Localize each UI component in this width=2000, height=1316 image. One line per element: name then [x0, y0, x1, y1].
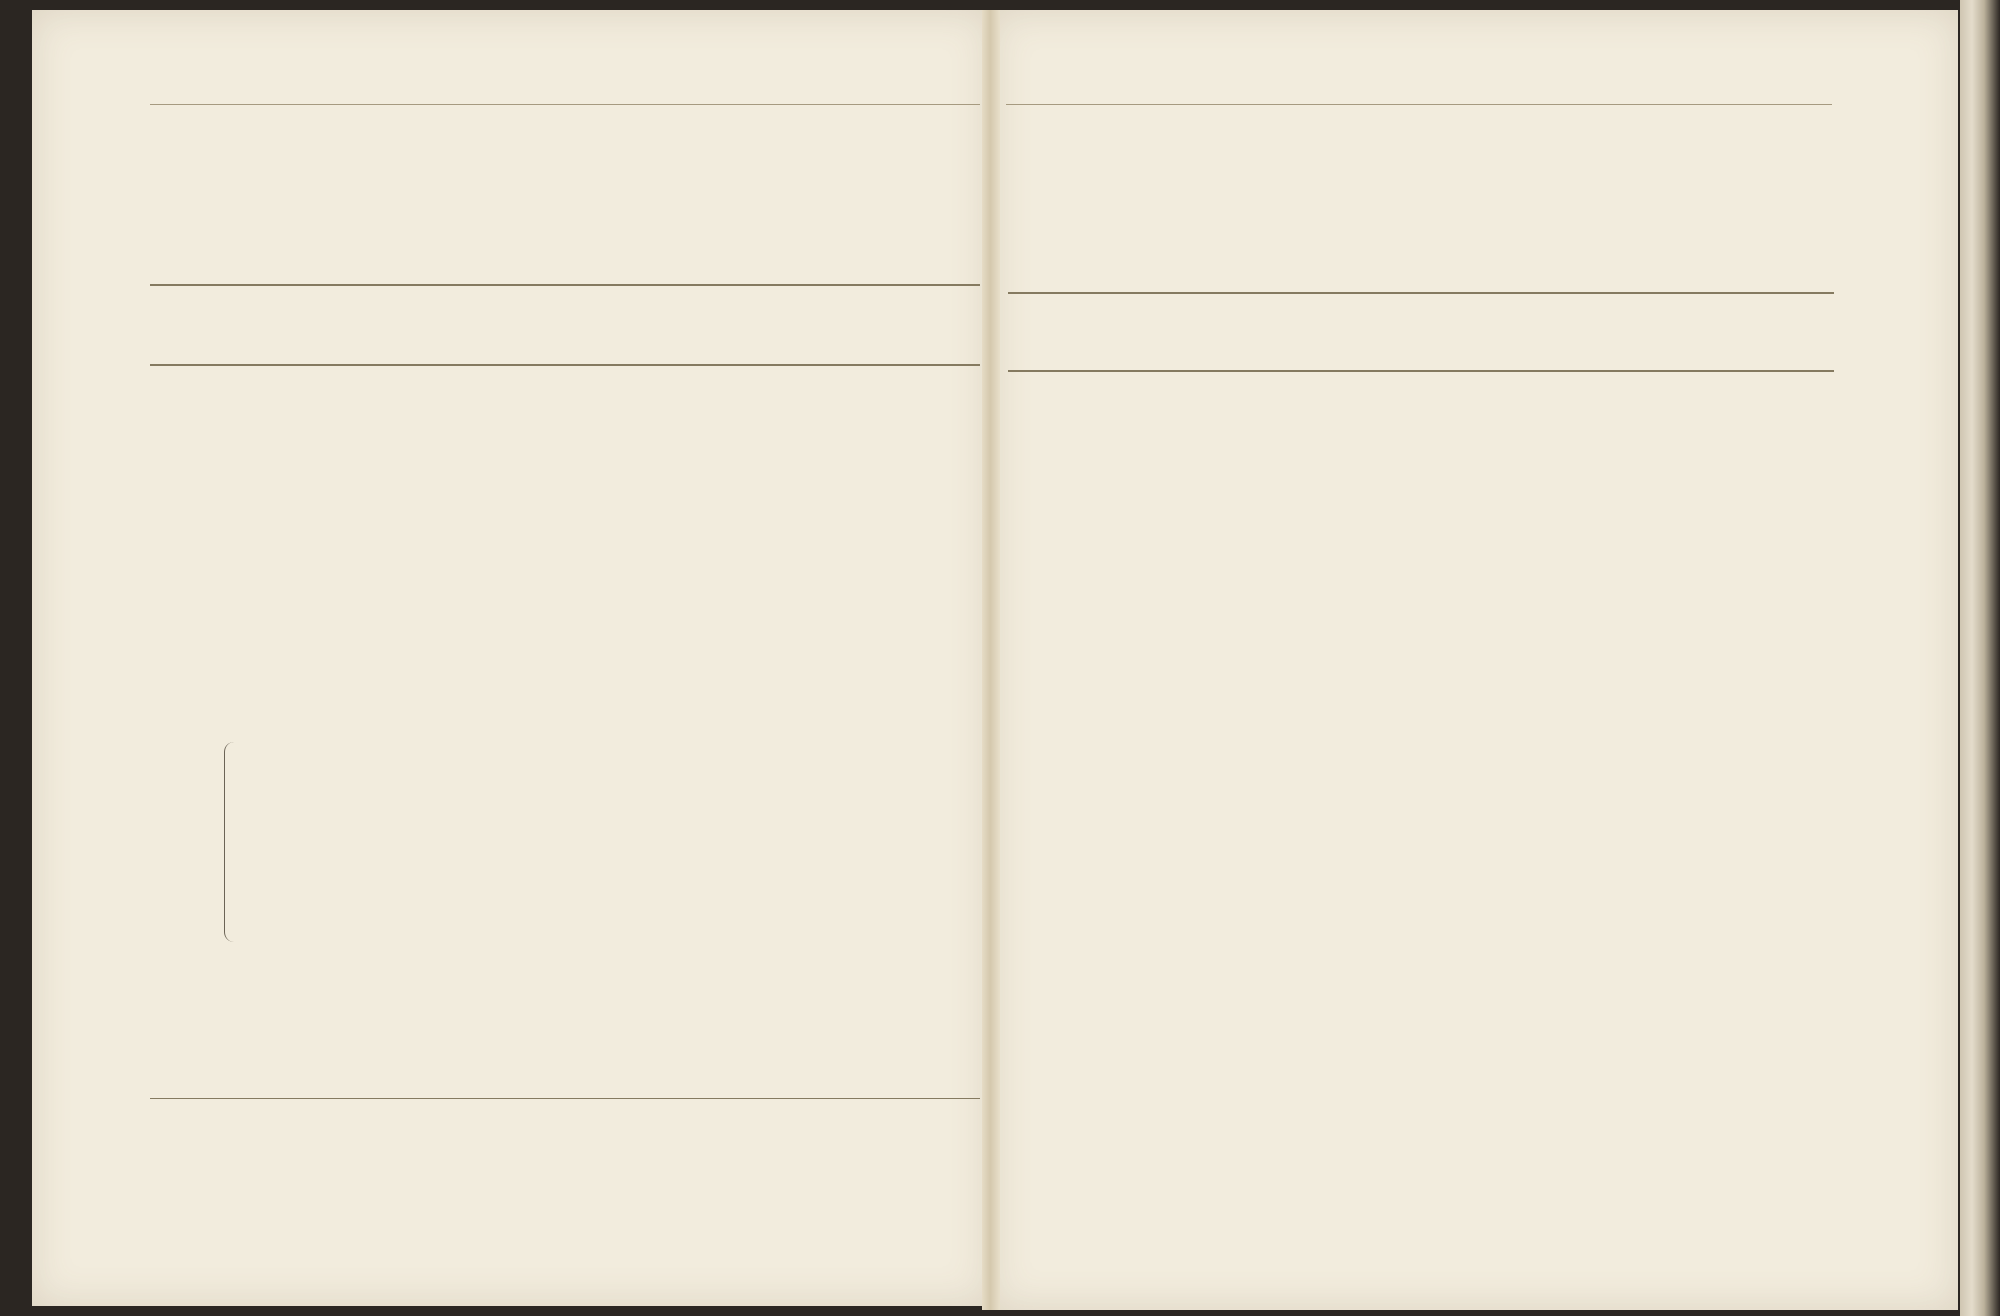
header-bottom-rule-left [150, 364, 980, 366]
table-bottom-rule-left [150, 1098, 980, 1099]
book-gutter [982, 10, 1000, 1310]
right-header-rule [1006, 104, 1832, 105]
table-top-rule-right [1008, 292, 1834, 294]
table-top-rule-left [150, 284, 980, 286]
grade-brace [224, 742, 235, 942]
left-header-rule [150, 104, 980, 105]
right-page [992, 10, 1958, 1310]
left-page [32, 10, 990, 1306]
page-edges [1960, 0, 2000, 1316]
header-bottom-rule-right [1008, 370, 1834, 372]
